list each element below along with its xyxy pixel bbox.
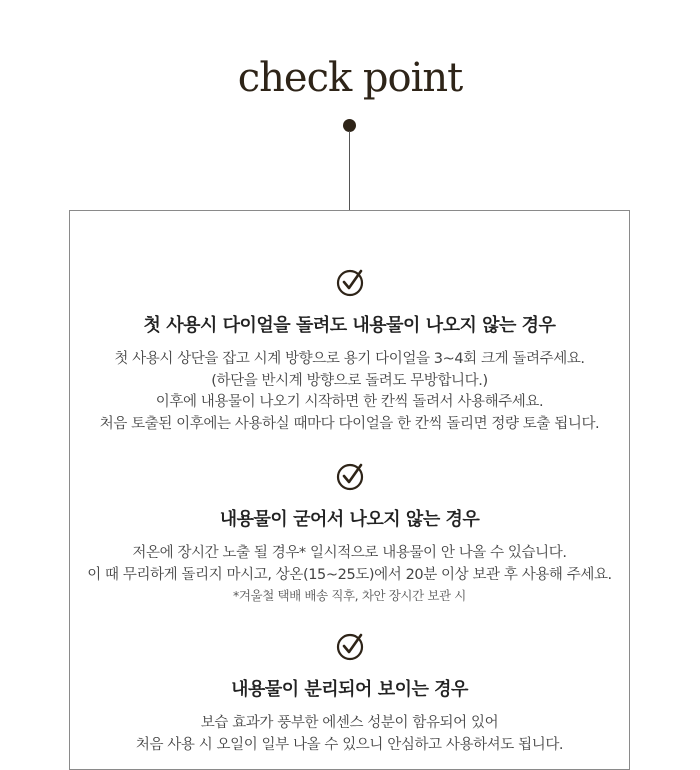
check-circle-icon <box>335 461 365 491</box>
section-body <box>70 543 629 606</box>
section-line: 처음 사용 시 오일이 일부 나올 수 있으니 안심하고 사용하셔도 됩니다. <box>135 736 564 753</box>
section-title: 첫 사용시 다이얼을 돌려도 내용물이 나오지 않는 경우 <box>143 315 556 336</box>
section-line: 이후에 내용물이 나오기 시작하면 한 칸씩 돌려서 사용해주세요. <box>155 394 544 410</box>
section-title: 내용물이 분리되어 보이는 경우 <box>231 679 468 700</box>
section-body <box>70 713 629 756</box>
section-line: 보습 효과가 풍부한 에센스 성분이 함유되어 있어 <box>200 715 499 731</box>
check-circle-icon <box>335 267 365 297</box>
checkpoint-section-3 <box>70 631 629 756</box>
checkpoint-card <box>69 210 630 770</box>
section-title: 내용물이 굳어서 나오지 않는 경우 <box>219 509 480 530</box>
section-note: *겨울철 택배 배송 직후, 차안 장시간 보관 시 <box>233 588 466 603</box>
checkpoint-section-1 <box>70 267 629 435</box>
section-body <box>70 349 629 435</box>
page-title: check point <box>237 55 463 101</box>
section-line: 저온에 장시간 노출 될 경우* 일시적으로 내용물이 안 나올 수 있습니다. <box>132 545 567 561</box>
check-circle-icon <box>335 631 365 661</box>
section-line: 이 때 무리하게 돌리지 마시고, 상온(15~25도)에서 20분 이상 보관 후 사용해 주세요. <box>87 566 612 583</box>
section-line: 첫 사용시 상단을 잡고 시계 방향으로 용기 다이얼을 3~4회 크게 돌려주세요. <box>114 351 585 367</box>
connector-line <box>349 131 350 211</box>
checkpoint-section-2 <box>70 461 629 606</box>
section-line: 처음 토출된 이후에는 사용하실 때마다 다이얼을 한 칸씩 돌리면 정량 토출 됩니다. <box>99 415 600 432</box>
section-line: (하단을 반시계 방향으로 돌려도 무방합니다.) <box>211 372 488 389</box>
